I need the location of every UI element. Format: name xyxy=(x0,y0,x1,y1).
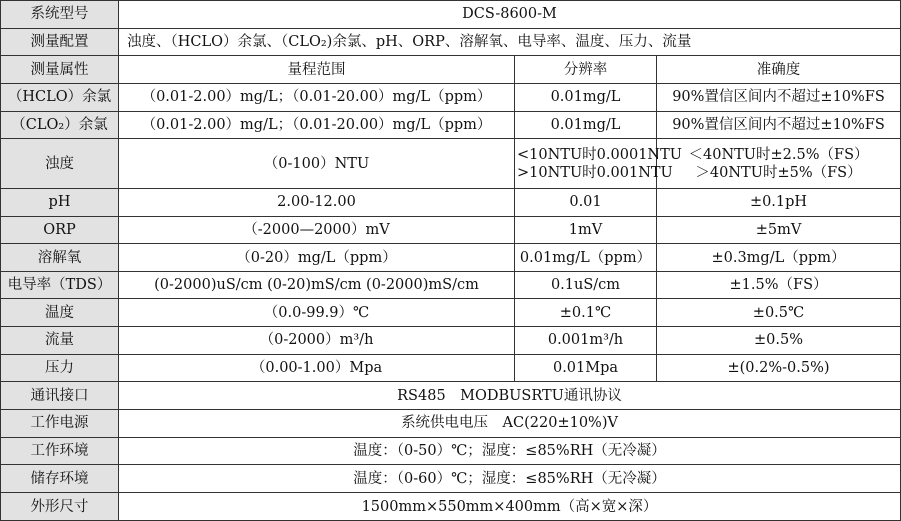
config-value: 浊度、（HCLO）余氯、（CLO₂)余氯、pH、ORP、溶解氧、电导率、温度、压力、流量 xyxy=(119,28,901,56)
storage-value: 温度：（0-60）℃；湿度：≤85%RH（无冷凝） xyxy=(119,465,901,493)
pressure-label: 压力 xyxy=(1,354,119,382)
flow-label: 流量 xyxy=(1,327,119,355)
model-label: 系统型号 xyxy=(1,1,119,29)
ph-range: 2.00-12.00 xyxy=(119,188,515,216)
header-resolution: 分辨率 xyxy=(515,56,657,84)
orp-resolution: 1mV xyxy=(515,216,657,244)
ph-accuracy: ±0.1pH xyxy=(657,188,901,216)
row-turbidity xyxy=(1,139,901,189)
row-orp xyxy=(1,216,901,244)
row-size xyxy=(1,493,901,521)
row-ph xyxy=(1,188,901,216)
hclo-label: （HCLO）余氯 xyxy=(1,83,119,111)
size-value: 1500mm×550mm×400mm（高×宽×深） xyxy=(119,493,901,521)
turbidity-resolution xyxy=(515,139,682,189)
row-conductivity xyxy=(1,271,901,299)
model-value: DCS-8600-M xyxy=(119,1,901,29)
orp-label: ORP xyxy=(1,216,119,244)
turbidity-resolution-high: >10NTU时0.001NTU xyxy=(517,164,673,181)
hclo-range: （0.01-2.00）mg/L；（0.01-20.00）mg/L（ppm） xyxy=(119,83,515,111)
turbidity-accuracy-low: ＜40NTU时±2.5%（FS） xyxy=(688,146,869,163)
clo2-accuracy: 90%置信区间内不超过±10%FS xyxy=(657,111,901,139)
env-value: 温度：（0-50）℃；湿度：≤85%RH（无冷凝） xyxy=(119,437,901,465)
conductivity-resolution: 0.1uS/cm xyxy=(515,271,657,299)
temperature-range: （0.0-99.9）℃ xyxy=(119,299,515,327)
ph-label: pH xyxy=(1,188,119,216)
pressure-resolution: 0.01Mpa xyxy=(515,354,657,382)
temperature-resolution: ±0.1℃ xyxy=(515,299,657,327)
clo2-label: （CLO₂）余氯 xyxy=(1,111,119,139)
row-clo2 xyxy=(1,111,901,139)
flow-accuracy: ±0.5% xyxy=(657,327,901,355)
row-model xyxy=(1,1,901,29)
orp-range: （-2000—2000）mV xyxy=(119,216,515,244)
clo2-resolution: 0.01mg/L xyxy=(515,111,657,139)
hclo-resolution: 0.01mg/L xyxy=(515,83,657,111)
pressure-range: （0.00-1.00）Mpa xyxy=(119,354,515,382)
env-label: 工作环境 xyxy=(1,437,119,465)
do-accuracy: ±0.3mg/L（ppm） xyxy=(657,244,901,272)
comm-label: 通讯接口 xyxy=(1,382,119,410)
row-hclo xyxy=(1,83,901,111)
conductivity-range: (0-2000)uS/cm (0-20)mS/cm (0-2000)mS/cm xyxy=(119,271,515,299)
row-config xyxy=(1,28,901,56)
power-label: 工作电源 xyxy=(1,410,119,438)
do-resolution: 0.01mg/L（ppm） xyxy=(515,244,657,272)
turbidity-accuracy-high: ＞40NTU时±5%（FS） xyxy=(695,164,862,181)
orp-accuracy: ±5mV xyxy=(657,216,901,244)
clo2-range: （0.01-2.00）mg/L；（0.01-20.00）mg/L（ppm） xyxy=(119,111,515,139)
row-pressure xyxy=(1,354,901,382)
size-label: 外形尺寸 xyxy=(1,493,119,521)
config-label: 测量配置 xyxy=(1,28,119,56)
header-accuracy: 准确度 xyxy=(657,56,901,84)
flow-range: （0-2000）m³/h xyxy=(119,327,515,355)
flow-resolution: 0.001m³/h xyxy=(515,327,657,355)
turbidity-label: 浊度 xyxy=(1,139,119,189)
row-temperature xyxy=(1,299,901,327)
pressure-accuracy: ±(0.2%-0.5%) xyxy=(657,354,901,382)
power-value: 系统供电电压 AC(220±10%)V xyxy=(119,410,901,438)
header-label: 测量属性 xyxy=(1,56,119,84)
do-label: 溶解氧 xyxy=(1,244,119,272)
temperature-label: 温度 xyxy=(1,299,119,327)
header-range: 量程范围 xyxy=(119,56,515,84)
turbidity-resolution-low: <10NTU时0.0001NTU xyxy=(517,146,682,163)
turbidity-accuracy xyxy=(657,139,901,189)
hclo-accuracy: 90%置信区间内不超过±10%FS xyxy=(657,83,901,111)
ph-resolution: 0.01 xyxy=(515,188,657,216)
row-power xyxy=(1,410,901,438)
conductivity-label: 电导率（TDS） xyxy=(1,271,119,299)
row-storage xyxy=(1,465,901,493)
comm-value: RS485 MODBUSRTU通讯协议 xyxy=(119,382,901,410)
do-range: （0-20）mg/L（ppm） xyxy=(119,244,515,272)
row-header xyxy=(1,56,901,84)
row-flow xyxy=(1,327,901,355)
temperature-accuracy: ±0.5℃ xyxy=(657,299,901,327)
row-env xyxy=(1,437,901,465)
conductivity-accuracy: ±1.5%（FS） xyxy=(657,271,901,299)
turbidity-range: （0-100）NTU xyxy=(119,139,515,189)
row-do xyxy=(1,244,901,272)
row-comm xyxy=(1,382,901,410)
storage-label: 储存环境 xyxy=(1,465,119,493)
